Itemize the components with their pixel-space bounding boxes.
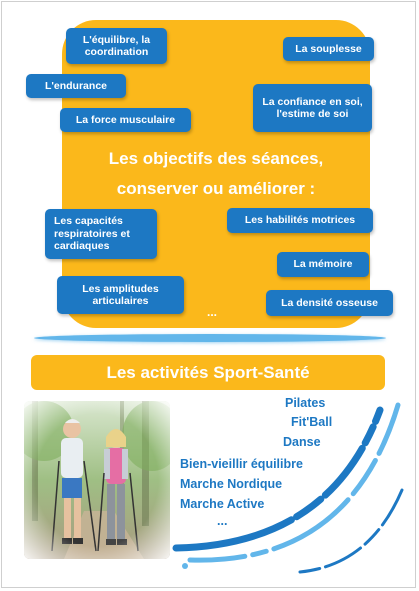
objective-equilibre: L'équilibre, la coordination <box>66 28 167 64</box>
activity-marche-nordique: Marche Nordique <box>180 477 283 491</box>
objective-amplitudes: Les amplitudes articulaires <box>57 276 184 314</box>
activity-fitball: Fit'Ball <box>291 415 333 429</box>
activity-bien-vieillir: Bien-vieillir équilibre <box>180 457 303 471</box>
objective-confiance: La confiance en soi, l'estime de soi <box>253 84 372 132</box>
activity-danse: Danse <box>283 435 321 449</box>
objective-souplesse: La souplesse <box>283 37 374 61</box>
objective-habilites: Les habilités motrices <box>227 208 373 233</box>
objective-memoire: La mémoire <box>277 252 369 277</box>
objective-force: La force musculaire <box>60 108 191 132</box>
objectives-ellipsis: ... <box>207 305 218 319</box>
activities-title: Les activités Sport-Santé <box>106 362 310 382</box>
activities-ellipsis: ... <box>217 514 228 528</box>
activity-marche-active: Marche Active <box>180 497 265 511</box>
objectives-headline-line1: Les objectifs des séances, <box>108 149 324 168</box>
objective-capacites: Les capacités respiratoires et cardiaques <box>45 209 157 259</box>
objective-densite: La densité osseuse <box>266 290 393 316</box>
objectives-headline-line2: conserver ou améliorer : <box>116 179 316 198</box>
objective-endurance: L'endurance <box>26 74 126 98</box>
activity-pilates: Pilates <box>285 396 326 410</box>
